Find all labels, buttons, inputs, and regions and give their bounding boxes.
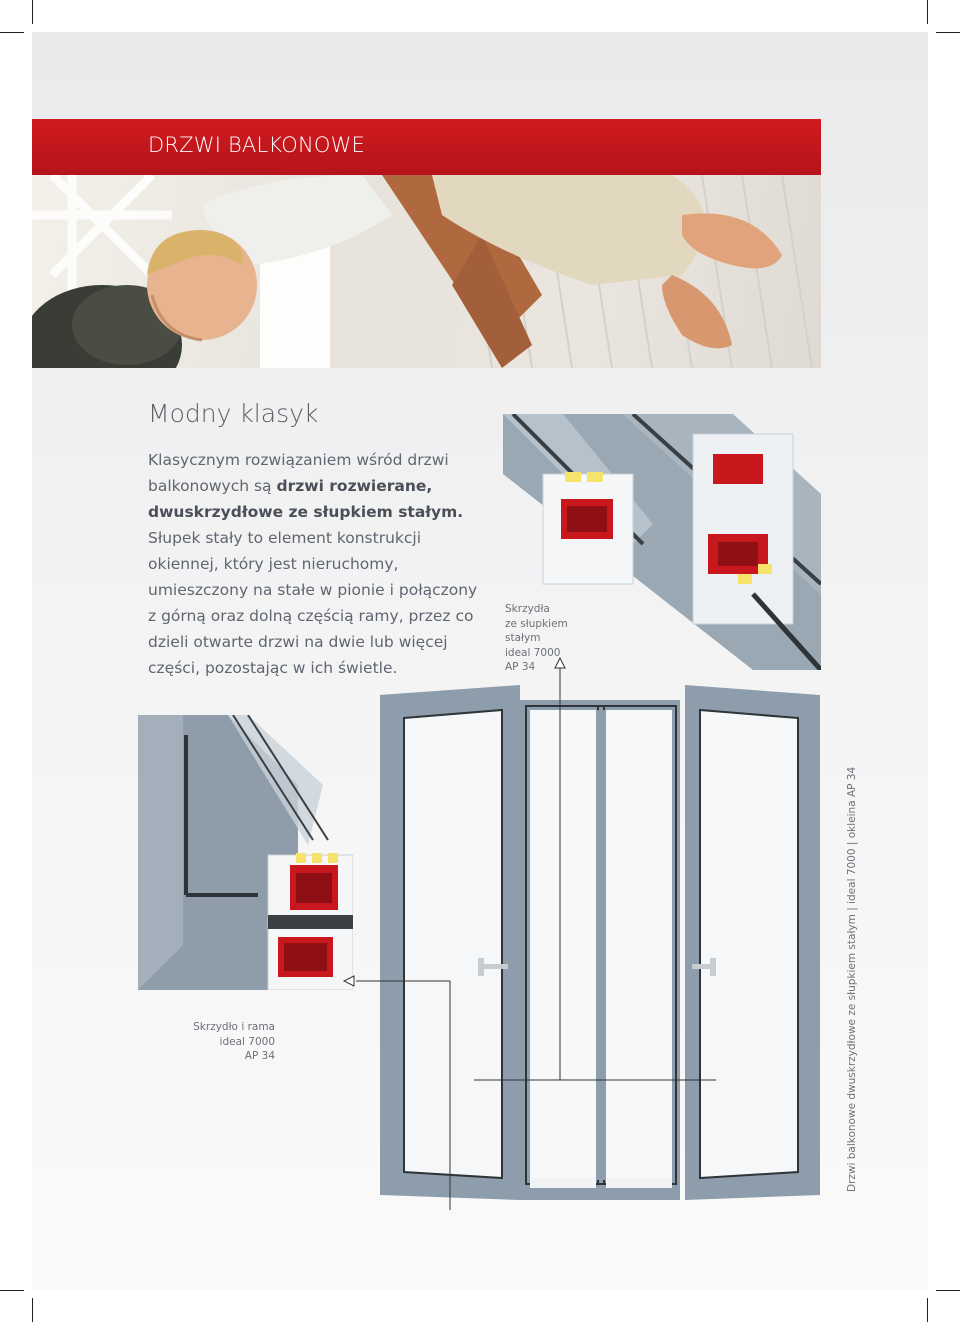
caption-sash-frame <box>190 1020 275 1064</box>
crop-mark <box>936 32 960 33</box>
crop-mark <box>0 32 24 33</box>
caption-line: stałym <box>505 632 541 644</box>
crop-mark <box>32 1298 33 1322</box>
crop-mark <box>927 1298 928 1322</box>
crop-mark <box>927 0 928 24</box>
vertical-caption: Drzwi balkonowe dwuskrzydłowe ze słupkiem stałym | ideal 7000 | okleina AP 34 <box>846 766 858 1192</box>
caption-line: Skrzydła <box>505 603 550 615</box>
caption-line: ze słupkiem <box>505 617 568 630</box>
paragraph-rest: Słupek stały to element konstrukcji okiennej, który jest nieruchomy, umieszczony na stałe w pionie i połączony z górną oraz dolną częścią ramy, przez co dzieli otwarte drzwi na dwie lub więcej części, pozostając w ich świetle. <box>148 529 478 677</box>
balcony-door-illustration <box>380 680 825 1205</box>
caption-sash-mullion <box>505 602 568 675</box>
description-paragraph <box>148 447 478 681</box>
caption-line: AP 34 <box>244 1050 275 1062</box>
crop-mark <box>0 1290 24 1291</box>
section-heading: Modny klasyk <box>148 399 319 428</box>
caption-line: ideal 7000 <box>219 1035 275 1048</box>
paragraph-bold: drzwi rozwierane, dwuskrzydłowe ze słupkiem stałym. <box>148 477 464 521</box>
paragraph-intro: Klasycznym rozwiązaniem wśród drzwi balkonowych są <box>148 451 449 495</box>
crop-mark <box>32 0 33 24</box>
sash-frame-profile-illustration <box>138 715 353 990</box>
caption-line: ideal 7000 <box>505 646 561 659</box>
hero-photo <box>32 175 821 368</box>
caption-line: AP 34 <box>505 661 536 673</box>
caption-line: Skrzydło i rama <box>193 1021 275 1033</box>
crop-mark <box>936 1290 960 1291</box>
banner-title: DRZWI BALKONOWE <box>148 133 366 157</box>
